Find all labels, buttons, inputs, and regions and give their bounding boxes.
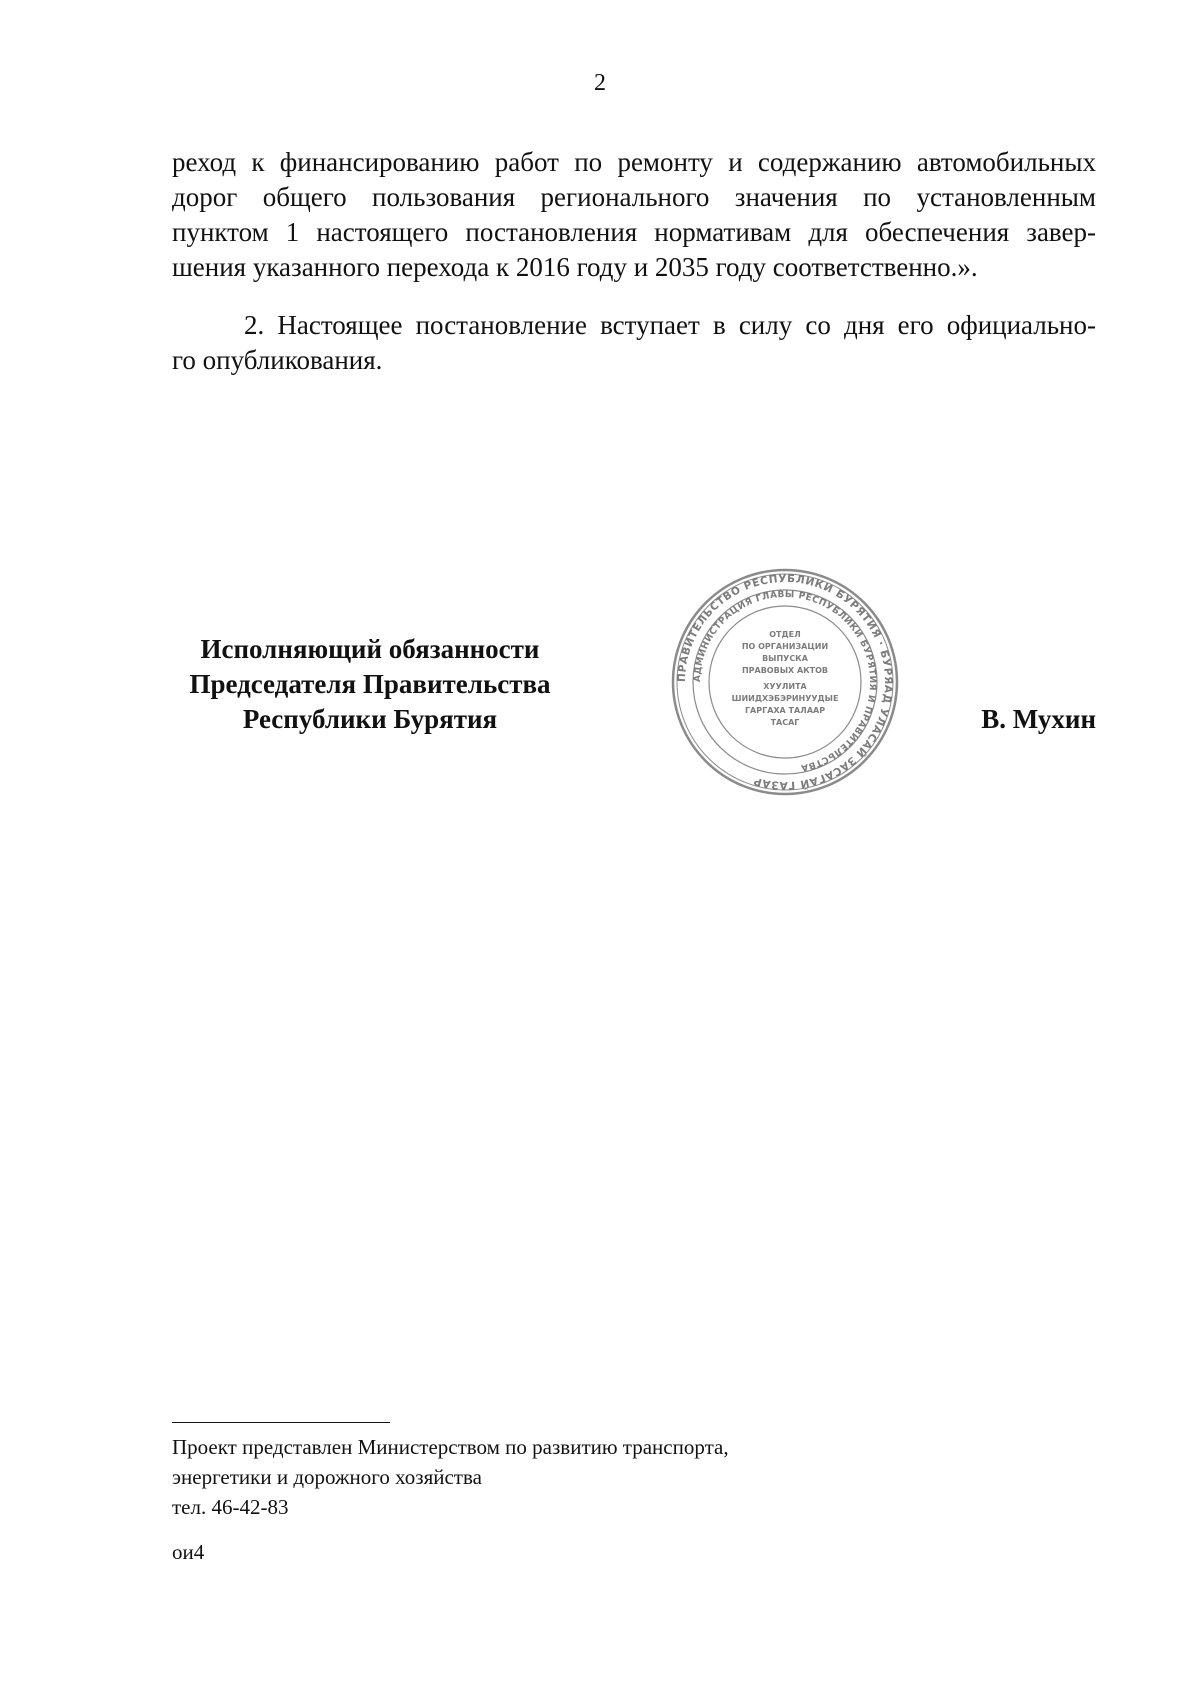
- paragraph-line: реход к финансированию работ по ремонту и содержанию автомобильных: [172, 147, 1096, 177]
- footnote-line: тел. 46-42-83: [172, 1495, 289, 1519]
- seal-center-line: ТАСАГ: [770, 718, 800, 727]
- signatory-title-line: Республики Бурятия: [242, 704, 498, 734]
- seal-center-line: ПРАВОВЫХ АКТОВ: [741, 666, 829, 675]
- seal-center-line: ХУУЛИТА: [763, 682, 807, 691]
- footnote-line: энергетики и дорожного хозяйства: [172, 1465, 482, 1489]
- seal-center-line: ГАРГАХА ТАЛААР: [744, 706, 826, 715]
- page-number: 2: [594, 70, 606, 96]
- paragraph-line: пунктом 1 настоящего постановления нормативам для обеспечения завер-: [172, 217, 1096, 247]
- seal-center-line: ПО ОРГАНИЗАЦИИ: [741, 642, 829, 651]
- paragraph-line: дорог общего пользования регионального значения по установленным: [172, 182, 1096, 212]
- footnote: [172, 1432, 729, 1522]
- paragraph-line: 2. Настоящее постановление вступает в силу со дня его официально-: [244, 310, 1096, 340]
- signatory-name: В. Мухин: [981, 704, 1096, 734]
- footnote-divider: [172, 1422, 390, 1423]
- document-code: ои4: [172, 1540, 205, 1564]
- paragraph-line: шения указанного перехода к 2016 году и 2035 году соответственно.».: [172, 252, 978, 282]
- signatory-title-line: Председателя Правительства: [189, 669, 551, 699]
- seal-outer-ring-text: ПРАВИТЕЛЬСТВО РЕСПУБЛИКИ БУРЯТИЯ · БУРЯАД УЛАСАЙ ЗАСАГАЙ ГАЗАР: [675, 572, 895, 792]
- body-paragraph-2: [172, 308, 1096, 378]
- seal-center-line: ОТДЕЛ: [769, 630, 801, 639]
- seal-center-line: ВЫПУСКА: [762, 654, 808, 663]
- seal-center-line: ШИИДХЭБЭРИНУУДЫЕ: [731, 694, 839, 703]
- seal-inner-ring-text: АДМИНИСТРАЦИЯ ГЛАВЫ РЕСПУБЛИКИ БУРЯТИЯ И ПРАВИТЕЛЬСТВА: [692, 589, 878, 773]
- body-paragraph-1: [172, 145, 1096, 285]
- signatory-title: [160, 632, 580, 737]
- signatory-title-line: Исполняющий обязанности: [200, 634, 540, 664]
- footnote-line: Проект представлен Министерством по развитию транспорта,: [172, 1435, 729, 1459]
- paragraph-line: го опубликования.: [172, 345, 383, 375]
- official-seal-stamp: [668, 565, 902, 799]
